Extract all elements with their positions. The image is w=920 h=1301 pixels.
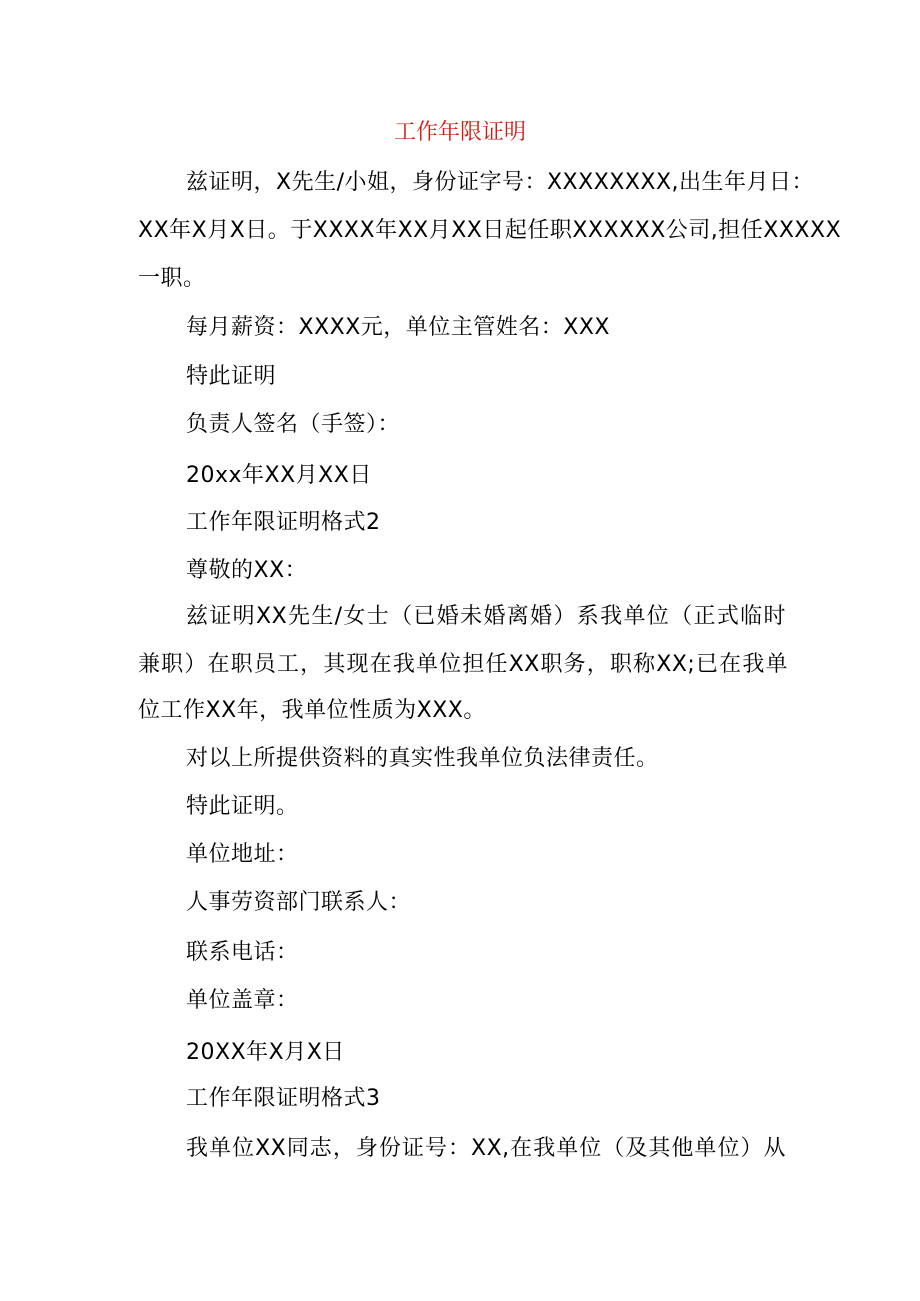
date-line: 20xx年XX月XX日 [186, 463, 372, 488]
section-heading: 工作年限证明格式3 [186, 1086, 381, 1111]
paragraph-line: 兼职）在职员工，其现在我单位担任XX职务，职称XX;已在我单 [138, 652, 788, 677]
salutation: 尊敬的XX： [186, 558, 308, 583]
paragraph-line: XX年X月X日。于XXXX年XX月XX日起任职XXXXXX公司,担任XXXXX [138, 218, 842, 243]
field-label: 单位地址： [186, 842, 299, 867]
document-title: 工作年限证明 [393, 120, 526, 145]
paragraph-line: 负责人签名（手签）： [186, 412, 401, 437]
paragraph-line: 特此证明 [186, 364, 277, 389]
section-heading: 工作年限证明格式2 [186, 510, 381, 535]
field-label: 人事劳资部门联系人： [186, 890, 412, 915]
field-label: 联系电话： [186, 940, 299, 965]
paragraph-line: 特此证明。 [186, 794, 299, 819]
date-line: 20XX年X月X日 [186, 1040, 345, 1065]
paragraph-line: 兹证明，X先生/小姐，身份证字号：XXXXXXXX,出生年月日： [186, 170, 815, 195]
paragraph-line: 我单位XX同志，身份证号：XX,在我单位（及其他单位）从 [186, 1136, 786, 1161]
paragraph-line: 一职。 [138, 266, 206, 291]
paragraph-line: 位工作XX年，我单位性质为XXX。 [138, 698, 486, 723]
paragraph-line: 兹证明XX先生/女士（已婚未婚离婚）系我单位（正式临时 [186, 604, 786, 629]
paragraph-line: 每月薪资：XXXX元，单位主管姓名：XXX [186, 315, 611, 340]
field-label: 单位盖章： [186, 988, 299, 1013]
paragraph-line: 对以上所提供资料的真实性我单位负法律责任。 [186, 746, 659, 771]
